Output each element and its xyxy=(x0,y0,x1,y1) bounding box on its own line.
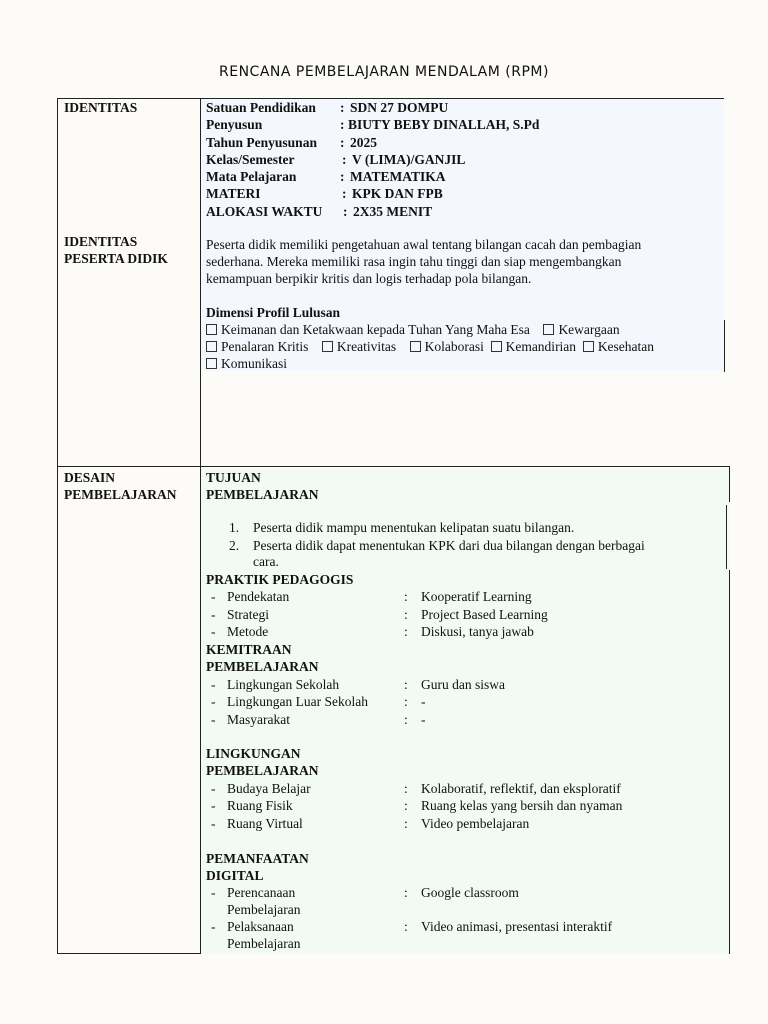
lingkungan-title-2: PEMBELAJARAN xyxy=(206,763,319,778)
praktik-value: Diskusi, tanya jawab xyxy=(421,624,534,639)
praktik-sep: : xyxy=(404,624,408,639)
dimensi-item: Keimanan dan Ketakwaan kepada Tuhan Yang Maha Esa xyxy=(221,322,530,337)
kemitraan-sep: : xyxy=(404,712,408,727)
praktik-value: Project Based Learning xyxy=(421,607,548,622)
lingkungan-value: Kolaboratif, reflektif, dan eksploratif xyxy=(421,781,621,796)
digital-key-cont: Pembelajaran xyxy=(227,936,301,951)
dimensi-item: Kolaborasi xyxy=(424,339,484,354)
list-dash: - xyxy=(211,694,216,709)
identitas-label: IDENTITAS xyxy=(64,100,138,115)
tujuan-num: 1. xyxy=(229,520,240,535)
checkbox-icon xyxy=(322,341,333,352)
checkbox-icon xyxy=(206,358,217,369)
peserta-label-1: IDENTITAS xyxy=(64,234,138,249)
identitas-sep: : xyxy=(342,152,347,167)
identitas-sep: : xyxy=(340,135,345,150)
kemitraan-value: - xyxy=(421,712,426,727)
tujuan-item-cont: cara. xyxy=(253,554,279,569)
tujuan-title-2: PEMBELAJARAN xyxy=(206,487,319,502)
digital-title-1: PEMANFAATAN xyxy=(206,851,309,866)
digital-title-2: DIGITAL xyxy=(206,868,264,883)
praktik-sep: : xyxy=(404,607,408,622)
table-bottom-border xyxy=(57,953,201,954)
identitas-key: Satuan Pendidikan xyxy=(206,100,316,115)
tujuan-item: Peserta didik dapat menentukan KPK dari dua bilangan dengan berbagai xyxy=(253,538,645,553)
dimensi-item: Komunikasi xyxy=(221,356,287,371)
identitas-key: ALOKASI WAKTU xyxy=(206,204,323,219)
digital-key: Perencanaan xyxy=(227,885,296,900)
identitas-key: Tahun Penyusunan xyxy=(206,135,317,150)
lingkungan-sep: : xyxy=(404,781,408,796)
identitas-key: Penyusun xyxy=(206,117,263,132)
list-dash: - xyxy=(211,677,216,692)
list-dash: - xyxy=(211,816,216,831)
list-dash: - xyxy=(211,607,216,622)
lingkungan-value: Ruang kelas yang bersih dan nyaman xyxy=(421,798,623,813)
kemitraan-title-2: PEMBELAJARAN xyxy=(206,659,319,674)
identitas-value: V (LIMA)/GANJIL xyxy=(352,152,466,167)
kemitraan-value: Guru dan siswa xyxy=(421,677,505,692)
praktik-title: PRAKTIK PEDAGOGIS xyxy=(206,572,354,587)
kemitraan-key: Lingkungan Sekolah xyxy=(227,677,340,692)
identitas-value: KPK DAN FPB xyxy=(352,186,443,201)
right-border-d xyxy=(729,570,730,954)
identitas-value: 2X35 MENIT xyxy=(353,204,433,219)
lingkungan-sep: : xyxy=(404,816,408,831)
dimensi-item: Penalaran Kritis xyxy=(221,339,309,354)
lingkungan-key: Ruang Virtual xyxy=(227,816,303,831)
row-divider xyxy=(57,466,729,467)
tujuan-num: 2. xyxy=(229,538,240,553)
list-dash: - xyxy=(211,589,216,604)
dimensi-title: Dimensi Profil Lulusan xyxy=(206,305,341,320)
list-dash: - xyxy=(211,781,216,796)
lingkungan-title-1: LINGKUNGAN xyxy=(206,746,301,761)
desain-label-1: DESAIN xyxy=(64,470,116,485)
digital-sep: : xyxy=(404,885,408,900)
kemitraan-key: Masyarakat xyxy=(227,712,290,727)
dimensi-item: Kreativitas xyxy=(336,339,397,354)
dimensi-item: Kesehatan xyxy=(597,339,655,354)
digital-value: Google classroom xyxy=(421,885,519,900)
checkbox-icon xyxy=(583,341,594,352)
checkbox-icon xyxy=(543,324,554,335)
tujuan-item: Peserta didik mampu menentukan kelipatan suatu bilangan. xyxy=(253,520,575,535)
right-border-c xyxy=(726,505,727,569)
identitas-value: SDN 27 DOMPU xyxy=(350,100,449,115)
digital-sep: : xyxy=(404,919,408,934)
checkbox-icon xyxy=(206,324,217,335)
praktik-key: Metode xyxy=(227,624,269,639)
lingkungan-value: Video pembelajaran xyxy=(421,816,530,831)
identitas-sep: : xyxy=(340,100,345,115)
digital-value: Video animasi, presentasi interaktif xyxy=(421,919,613,934)
right-border-a xyxy=(724,320,725,372)
identitas-sep: : xyxy=(343,204,348,219)
list-dash: - xyxy=(211,712,216,727)
peserta-label-2: PESERTA DIDIK xyxy=(64,251,168,266)
kemitraan-title-1: KEMITRAAN xyxy=(206,642,292,657)
identitas-value: MATEMATIKA xyxy=(350,169,446,184)
kemitraan-key: Lingkungan Luar Sekolah xyxy=(227,694,368,709)
list-dash: - xyxy=(211,885,216,900)
list-dash: - xyxy=(211,919,216,934)
identitas-sep: : xyxy=(342,186,347,201)
praktik-value: Kooperatif Learning xyxy=(421,589,532,604)
dimensi-item: Kewargaan xyxy=(558,322,620,337)
lingkungan-key: Budaya Belajar xyxy=(227,781,311,796)
desain-label-2: PEMBELAJARAN xyxy=(64,487,177,502)
identitas-sep: : xyxy=(340,169,345,184)
kemitraan-sep: : xyxy=(404,694,408,709)
dimensi-line-3 xyxy=(206,355,287,373)
dimensi-item: Kemandirian xyxy=(505,339,577,354)
checkbox-icon xyxy=(206,341,217,352)
checkbox-icon xyxy=(410,341,421,352)
identitas-key: Mata Pelajaran xyxy=(206,169,297,184)
dimensi-line-1 xyxy=(206,321,620,339)
column-divider xyxy=(200,98,201,954)
peserta-description-line: Peserta didik memiliki pengetahuan awal tentang bilangan cacah dan pembagian xyxy=(206,237,642,252)
kemitraan-value: - xyxy=(421,694,426,709)
list-dash: - xyxy=(211,624,216,639)
digital-key-cont: Pembelajaran xyxy=(227,902,301,917)
praktik-key: Pendekatan xyxy=(227,589,290,604)
identitas-sep: : xyxy=(340,117,345,132)
dimensi-line-2 xyxy=(206,338,654,356)
right-border-b xyxy=(729,466,730,502)
peserta-description-line: sederhana. Mereka memiliki rasa ingin tahu tinggi dan siap mengembangkan xyxy=(206,254,622,269)
praktik-sep: : xyxy=(404,589,408,604)
kemitraan-sep: : xyxy=(404,677,408,692)
document-title: RENCANA PEMBELAJARAN MENDALAM (RPM) xyxy=(219,64,549,80)
identitas-value: 2025 xyxy=(350,135,377,150)
praktik-key: Strategi xyxy=(227,607,269,622)
identitas-key: MATERI xyxy=(206,186,261,201)
identitas-value: BIUTY BEBY DINALLAH, S.Pd xyxy=(348,117,540,132)
tujuan-title-1: TUJUAN xyxy=(206,470,261,485)
lingkungan-key: Ruang Fisik xyxy=(227,798,293,813)
list-dash: - xyxy=(211,798,216,813)
peserta-description-line: kemampuan berpikir kritis dan logis terhadap pola bilangan. xyxy=(206,271,532,286)
identitas-key: Kelas/Semester xyxy=(206,152,295,167)
table-left-border xyxy=(57,98,58,954)
lingkungan-sep: : xyxy=(404,798,408,813)
checkbox-icon xyxy=(491,341,502,352)
digital-key: Pelaksanaan xyxy=(227,919,294,934)
